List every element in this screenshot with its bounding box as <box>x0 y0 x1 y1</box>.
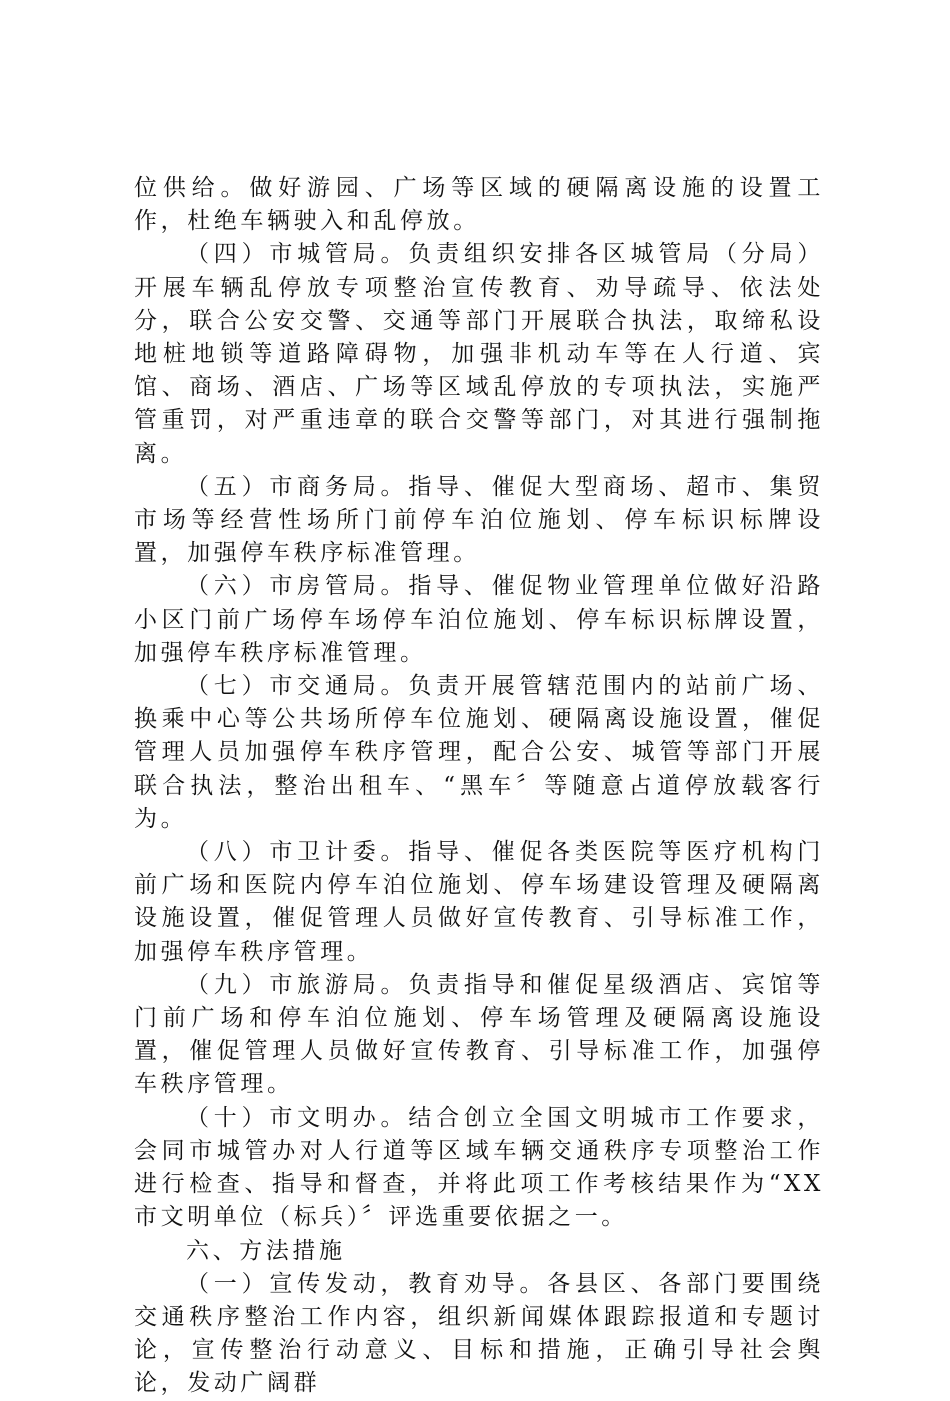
paragraph-health-commission: （八）市卫计委。指导、催促各类医院等医疗机构门前广场和医院内停车泊位施划、停车场建设管理及硬隔离设施设置，催促管理人员做好宣传教育、引导标准工作，加强停车秩序管理。 <box>134 839 824 965</box>
paragraph-publicity-mobilization: （一）宣传发动，教育劝导。各县区、各部门要围绕交通秩序整治工作内容，组织新闻媒体跟踪报道和专题讨论，宣传整治行动意义、目标和措施，正确引导社会舆论，发动广阔群 <box>134 1270 824 1397</box>
document-body <box>134 172 824 1401</box>
paragraph-commerce-bureau: （五）市商务局。指导、催促大型商场、超市、集贸市场等经营性场所门前停车泊位施划、停车标识标牌设置，加强停车秩序标准管理。 <box>134 473 824 567</box>
paragraph-continuation: 位供给。做好游园、广场等区域的硬隔离设施的设置工作，杜绝车辆驶入和乱停放。 <box>134 175 824 235</box>
section-heading-methods: 六、方法措施 <box>186 1237 346 1264</box>
paragraph-civilization-office: （十）市文明办。结合创立全国文明城市工作要求，会同市城管办对人行道等区域车辆交通秩序专项整治工作进行检查、指导和督查，并将此项工作考核结果作为“XX市文明单位（标兵）〞评选重要依据之一。 <box>134 1104 824 1231</box>
paragraph-housing-bureau: （六）市房管局。指导、催促物业管理单位做好沿路小区门前广场停车场停车泊位施划、停车标识标牌设置，加强停车秩序标准管理。 <box>134 573 824 666</box>
paragraph-city-management-bureau: （四）市城管局。负责组织安排各区城管局（分局）开展车辆乱停放专项整治宣传教育、劝导疏导、依法处分，联合公安交警、交通等部门开展联合执法，取缔私设地桩地锁等道路障碍物，加强非机动车等在人行道、宾馆、商场、酒店、广场等区域乱停放的专项执法，实施严管重罚，对严重违章的联合交警等部门，对其进行强制拖离。 <box>134 241 824 467</box>
paragraph-transport-bureau: （七）市交通局。负责开展管辖范围内的站前广场、换乘中心等公共场所停车位施划、硬隔离设施设置，催促管理人员加强停车秩序管理，配合公安、城管等部门开展联合执法，整治出租车、“黑车〞等随意占道停放载客行为。 <box>134 673 824 832</box>
paragraph-tourism-bureau: （九）市旅游局。负责指导和催促星级酒店、宾馆等门前广场和停车泊位施划、停车场管理及硬隔离设施设置，催促管理人员做好宣传教育、引导标准工作，加强停车秩序管理。 <box>134 971 824 1098</box>
